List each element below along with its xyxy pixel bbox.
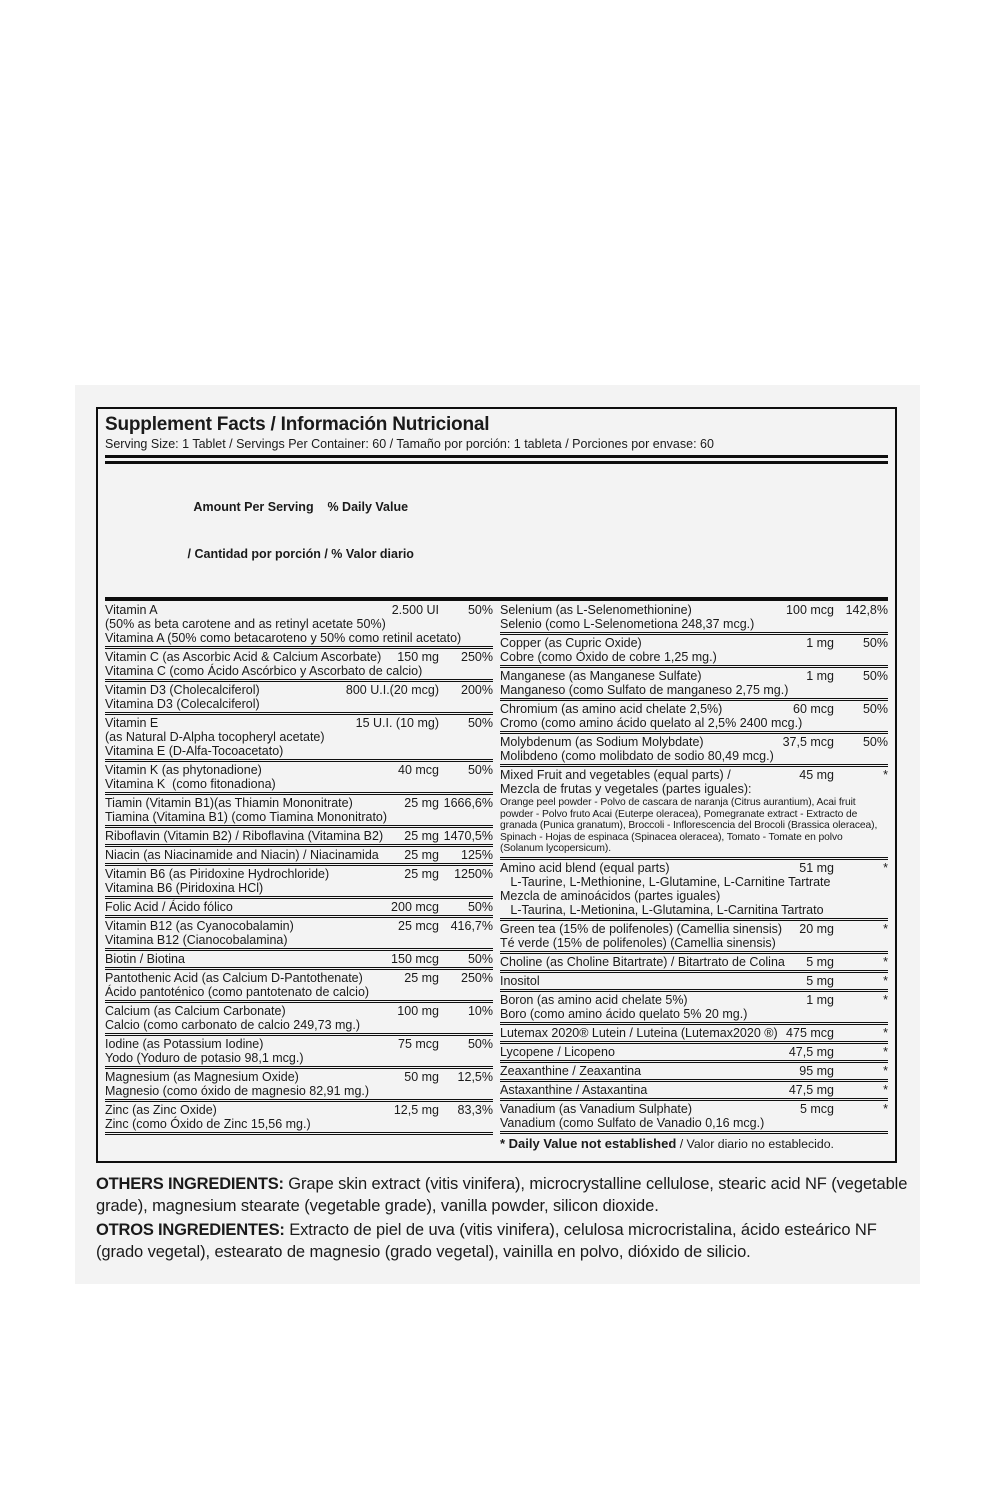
table-row-main-line <box>105 1004 493 1018</box>
nutrient-daily-value: * <box>883 1025 888 1040</box>
nutrient-subline: Ácido pantoténico (como pantotenato de calcio) <box>105 985 370 1000</box>
table-row <box>500 602 888 635</box>
nutrient-name: Selenium (as L-Selenomethionine) <box>500 603 692 618</box>
nutrient-amount: 37,5 mcg <box>782 735 834 750</box>
nutrient-amount: 50 mg <box>404 1070 439 1085</box>
nutrient-daily-value: 10% <box>467 1004 493 1019</box>
daily-value-footnote-rest: / Valor diario no establecido. <box>676 1136 834 1151</box>
nutrient-subline: (50% as beta carotene and as retinyl acetate 50%) <box>105 617 386 632</box>
amount-per-serving-header <box>105 464 497 597</box>
nutrient-amount: 800 U.I.(20 mcg) <box>345 683 439 698</box>
nutrient-name: Molybdenum (as Sodium Molybdate) <box>500 735 704 750</box>
table-row-main-line <box>500 922 888 936</box>
nutrient-daily-value: 50% <box>467 900 493 915</box>
table-row <box>500 767 888 860</box>
table-row <box>105 1102 493 1135</box>
table-row-main-line <box>500 1102 888 1116</box>
table-row <box>105 762 493 795</box>
nutrient-subline: Magnesio (como óxido de magnesio 82,91 mg.) <box>105 1084 370 1099</box>
nutrient-name: Magnesium (as Magnesium Oxide) <box>105 1070 299 1085</box>
nutrient-name: Vitamin B6 (as Piridoxine Hydrochloride) <box>105 867 330 882</box>
nutrient-daily-value: 1666,6% <box>443 796 493 811</box>
table-row-main-line <box>105 796 493 810</box>
nutrient-daily-value: 200% <box>461 683 493 698</box>
nutrient-amount: 1 mg <box>806 669 834 684</box>
nutrient-daily-value: * <box>883 1101 888 1116</box>
nutrient-amount: 51 mg <box>799 860 834 875</box>
nutrient-name: Biotin / Biotina <box>105 952 185 967</box>
nutrient-amount: 1 mg <box>806 636 834 651</box>
nutrient-daily-value: * <box>883 973 888 988</box>
table-row <box>105 918 493 951</box>
nutrient-name: Amino acid blend (equal parts) <box>500 860 670 875</box>
nutrient-daily-value: * <box>883 1044 888 1059</box>
nutrient-name: Vitamin C (as Ascorbic Acid & Calcium Ascorbate) <box>105 650 382 665</box>
table-row <box>500 1101 888 1134</box>
nutrient-subline: Vitamina A (50% como betacaroteno y 50% como retinil acetato) <box>105 631 462 646</box>
nutrient-name: Vitamin A <box>105 603 158 618</box>
nutrient-amount: 75 mcg <box>398 1037 439 1052</box>
nutrient-amount: 12,5 mg <box>393 1103 439 1118</box>
nutrient-name: Astaxanthine / Astaxantina <box>500 1082 648 1097</box>
table-row-main-line <box>500 735 888 749</box>
nutrient-daily-value: 142,8% <box>845 603 888 618</box>
nutrient-columns <box>105 602 888 1153</box>
nutrient-subline: Vitamina B12 (Cianocobalamina) <box>105 933 288 948</box>
table-row-main-line <box>500 1064 888 1078</box>
nutrient-column-left <box>105 602 493 1153</box>
table-row <box>105 715 493 762</box>
table-row <box>105 602 493 649</box>
table-row-main-line <box>105 650 493 664</box>
nutrient-name: Vitamin E <box>105 716 159 731</box>
nutrient-daily-value: 50% <box>467 952 493 967</box>
nutrient-name: Vanadium (as Vanadium Sulphate) <box>500 1101 693 1116</box>
table-row <box>105 970 493 1003</box>
nutrient-daily-value: 125% <box>461 848 493 863</box>
nutrient-daily-value: 50% <box>467 603 493 618</box>
nutrient-amount: 5 mcg <box>799 1101 834 1116</box>
nutrient-name: Copper (as Cupric Oxide) <box>500 636 642 651</box>
nutrient-amount: 100 mcg <box>786 603 834 618</box>
nutrient-name: Boron (as amino acid chelate 5%) <box>500 992 688 1007</box>
nutrient-smallprint: Orange peel powder - Polvo de cascara de naranja (Citrus aurantium), Acai fruit powder - Polvo fruto Acai (Euterpe oleracea), Pomegranate extract - Extracto de granada (Punica granatum), Broccoli - Inflorescencia del Brocoli (Brassica oleracea), Spinach - Hojas de espinaca (Spinacea oleracea), Tomato - Tomate en polvo (Solanum lycopersicum). <box>500 797 878 855</box>
nutrient-subline: Vitamina D3 (Colecalciferol) <box>105 697 260 712</box>
nutrient-daily-value: 50% <box>862 669 888 684</box>
nutrient-name: Lycopene / Licopeno <box>500 1044 615 1059</box>
nutrient-name: Lutemax 2020® Lutein / Luteina (Lutemax2020 ®) <box>500 1025 778 1040</box>
table-row <box>105 951 493 970</box>
amount-header-line2: / Cantidad por porción / % Valor diario <box>187 546 414 561</box>
nutrient-amount: 5 mg <box>806 954 834 969</box>
nutrient-daily-value: 1250% <box>454 867 493 882</box>
nutrient-name: Inositol <box>500 973 540 988</box>
nutrient-name: Tiamin (Vitamin B1)(as Thiamin Mononitrate) <box>105 796 353 811</box>
nutrient-name: Pantothenic Acid (as Calcium D-Pantothenate) <box>105 971 363 986</box>
other-ingredients-en-text: Grape skin extract (vitis vinifera), microcrystalline cellulose, stearic acid NF (vegetable grade), magnesium stearate (vegetable grade), vanilla powder, silicon dioxide. <box>96 1174 908 1215</box>
nutrient-daily-value: 50% <box>862 735 888 750</box>
table-row-main-line <box>500 1026 888 1040</box>
table-row <box>500 1063 888 1082</box>
other-ingredients-section <box>96 1174 908 1264</box>
table-row <box>105 847 493 866</box>
daily-value-footnote-bold: * Daily Value not established <box>500 1135 677 1151</box>
header-double-rule <box>105 455 888 464</box>
table-row <box>500 701 888 734</box>
amount-header-line1: Amount Per Serving % Daily Value <box>193 499 409 514</box>
nutrient-name: Vitamin D3 (Cholecalciferol) <box>105 683 260 698</box>
nutrient-amount: 100 mg <box>397 1004 439 1019</box>
nutrient-subline: L-Taurine, L-Methionine, L-Glutamine, L-Carnitine Tartrate <box>500 874 831 889</box>
table-row <box>500 992 888 1025</box>
nutrient-subline: Cobre (como Óxido de cobre 1,25 mg.) <box>500 650 717 665</box>
nutrient-subline: Selenio (como L-Selenometiona 248,37 mcg.) <box>500 617 755 632</box>
nutrient-amount: 1 mg <box>806 992 834 1007</box>
table-row <box>105 828 493 847</box>
nutrient-daily-value: * <box>883 992 888 1007</box>
nutrient-subline: Vitamina B6 (Piridoxina HCl) <box>105 881 264 896</box>
nutrient-daily-value: 50% <box>467 763 493 778</box>
nutrient-daily-value: 50% <box>862 702 888 717</box>
other-ingredients-es-text: Extracto de piel de uva (vitis vinifera), celulosa microcristalina, ácido esteárico NF (grado vegetal), estearato de magnesio (grado vegetal), vainilla en polvo, dióxido de silicio. <box>96 1220 877 1261</box>
nutrient-amount: 95 mg <box>799 1063 834 1078</box>
table-row-main-line <box>105 716 493 730</box>
nutrient-name: Choline (as Choline Bitartrate) / Bitartrato de Colina <box>500 954 785 969</box>
table-row <box>500 1025 888 1044</box>
table-row <box>500 1082 888 1101</box>
nutrient-name: Mixed Fruit and vegetables (equal parts) / <box>500 768 731 783</box>
nutrient-daily-value: 50% <box>467 716 493 731</box>
nutrient-subline: Vitamina K (como fitonadiona) <box>105 777 276 792</box>
nutrient-name: Zinc (as Zinc Oxide) <box>105 1103 217 1118</box>
table-row-main-line <box>105 1037 493 1051</box>
nutrient-name: Calcium (as Calcium Carbonate) <box>105 1004 286 1019</box>
nutrient-daily-value: * <box>883 860 888 875</box>
nutrient-subline: Calcio (como carbonato de calcio 249,73 mg.) <box>105 1018 360 1033</box>
table-row <box>500 1044 888 1063</box>
nutrient-amount: 475 mcg <box>786 1025 834 1040</box>
nutrient-amount: 25 mg <box>404 971 439 986</box>
nutrient-name: Folic Acid / Ácido fólico <box>105 900 233 915</box>
table-row-main-line <box>500 603 888 617</box>
nutrient-daily-value: 83,3% <box>457 1103 493 1118</box>
nutrient-name: Manganese (as Manganese Sulfate) <box>500 669 702 684</box>
table-row-main-line <box>105 1070 493 1084</box>
nutrient-daily-value: * <box>883 768 888 783</box>
table-row-main-line <box>105 919 493 933</box>
nutrient-subline: Manganeso (como Sulfato de manganeso 2,75 mg.) <box>500 683 789 698</box>
nutrient-amount: 2.500 UI <box>391 603 439 618</box>
nutrient-name: Vitamin K (as phytonadione) <box>105 763 262 778</box>
table-row-main-line <box>500 1045 888 1059</box>
nutrient-subline: Zinc (como Óxido de Zinc 15,56 mg.) <box>105 1117 311 1132</box>
table-row-main-line <box>500 636 888 650</box>
table-row <box>500 921 888 954</box>
table-row-main-line <box>105 971 493 985</box>
table-row <box>500 734 888 767</box>
nutrient-name: Vitamin B12 (as Cyanocobalamin) <box>105 919 294 934</box>
table-row-main-line <box>105 603 493 617</box>
nutrient-subline: Mezcla de aminoácidos (partes iguales) <box>500 888 721 903</box>
table-row-main-line <box>500 955 888 969</box>
header-thick-rule <box>105 597 888 601</box>
table-row-main-line <box>500 669 888 683</box>
table-row <box>105 899 493 918</box>
table-row <box>105 866 493 899</box>
nutrient-daily-value: * <box>883 954 888 969</box>
nutrient-amount: 60 mcg <box>793 702 834 717</box>
nutrient-subline: Vitamina E (D-Alfa-Tocoacetato) <box>105 744 284 759</box>
table-row-main-line <box>105 683 493 697</box>
table-row <box>105 1036 493 1069</box>
label-panel <box>75 385 920 1284</box>
table-row-main-line <box>105 829 493 843</box>
nutrient-subline: Yodo (Yoduro de potasio 98,1 mcg.) <box>105 1051 304 1066</box>
nutrient-amount: 47,5 mg <box>788 1082 834 1097</box>
table-row <box>105 1069 493 1102</box>
table-row-main-line <box>105 1103 493 1117</box>
table-row-main-line <box>500 1083 888 1097</box>
table-row <box>500 860 888 921</box>
daily-value-footnote <box>500 1134 888 1153</box>
nutrient-amount: 25 mg <box>404 867 439 882</box>
table-row <box>500 635 888 668</box>
table-row-main-line <box>105 952 493 966</box>
nutrient-daily-value: * <box>883 1063 888 1078</box>
table-row-main-line <box>105 848 493 862</box>
nutrient-subline: Cromo (como amino ácido quelato al 2,5% 2400 mcg.) <box>500 716 803 731</box>
nutrient-daily-value: * <box>883 1082 888 1097</box>
nutrient-subline: Vitamina C (como Ácido Ascórbico y Ascorbato de calcio) <box>105 664 423 679</box>
supplement-facts-table <box>96 407 897 1163</box>
nutrient-amount: 40 mcg <box>398 763 439 778</box>
other-ingredients-es <box>96 1220 908 1264</box>
serving-size-line: Serving Size: 1 Tablet / Servings Per Container: 60 / Tamaño por porción: 1 tableta / Porciones por envase: 60 <box>105 436 714 451</box>
nutrient-amount: 25 mg <box>404 829 439 844</box>
nutrient-daily-value: 250% <box>461 971 493 986</box>
nutrient-daily-value: 50% <box>862 636 888 651</box>
nutrient-subline: Molibdeno (como molibdato de sodio 80,49 mcg.) <box>500 749 774 764</box>
nutrient-subline: Té verde (15% de polifenoles) (Camellia sinensis) <box>500 935 776 950</box>
table-row-main-line <box>500 861 888 875</box>
table-row-main-line <box>105 763 493 777</box>
table-row <box>105 1003 493 1036</box>
other-ingredients-en <box>96 1174 908 1218</box>
nutrient-daily-value: 416,7% <box>450 919 493 934</box>
nutrient-amount: 20 mg <box>799 921 834 936</box>
nutrient-name: Iodine (as Potassium Iodine) <box>105 1037 264 1052</box>
table-row-main-line <box>500 768 888 782</box>
nutrient-amount: 15 U.I. (10 mg) <box>355 716 439 731</box>
table-row <box>500 668 888 701</box>
other-ingredients-en-label: OTHERS INGREDIENTS: <box>96 1174 284 1193</box>
nutrient-subline: Mezcla de frutas y vegetales (partes iguales): <box>500 782 752 797</box>
nutrient-column-right <box>500 602 888 1153</box>
nutrient-name: Green tea (15% de polifenoles) (Camellia sinensis) <box>500 921 783 936</box>
table-row <box>500 973 888 992</box>
nutrient-subline: L-Taurina, L-Metionina, L-Glutamina, L-Carnitina Tartrato <box>500 902 824 917</box>
table-row <box>105 795 493 828</box>
nutrient-amount: 25 mg <box>404 848 439 863</box>
nutrient-amount: 5 mg <box>806 973 834 988</box>
table-row-main-line <box>105 900 493 914</box>
nutrient-subline: Tiamina (Vitamina B1) (como Tiamina Mononitrato) <box>105 810 388 825</box>
nutrient-amount: 150 mcg <box>391 952 439 967</box>
table-row-main-line <box>500 702 888 716</box>
nutrient-daily-value: 1470,5% <box>443 829 493 844</box>
nutrient-name: Zeaxanthine / Zeaxantina <box>500 1063 642 1078</box>
nutrient-name: Riboflavin (Vitamin B2) / Riboflavina (Vitamina B2) <box>105 829 384 844</box>
nutrient-daily-value: 12,5% <box>457 1070 493 1085</box>
nutrient-amount: 47,5 mg <box>788 1044 834 1059</box>
table-row <box>105 649 493 682</box>
nutrient-daily-value: 250% <box>461 650 493 665</box>
table-row-main-line <box>500 974 888 988</box>
nutrient-amount: 200 mcg <box>391 900 439 915</box>
table-row-main-line <box>500 993 888 1007</box>
table-row <box>500 954 888 973</box>
nutrient-amount: 25 mg <box>404 796 439 811</box>
nutrient-daily-value: 50% <box>467 1037 493 1052</box>
nutrient-amount: 150 mg <box>397 650 439 665</box>
nutrient-name: Niacin (as Niacinamide and Niacin) / Niacinamida <box>105 848 379 863</box>
table-row <box>105 682 493 715</box>
nutrient-subline: (as Natural D-Alpha tocopheryl acetate) <box>105 730 325 745</box>
nutrient-name: Chromium (as amino acid chelate 2,5%) <box>500 702 723 717</box>
nutrient-daily-value: * <box>883 921 888 936</box>
nutrient-subline: Boro (como amino ácido quelato 5% 20 mg.) <box>500 1006 748 1021</box>
nutrient-amount: 25 mcg <box>398 919 439 934</box>
table-row-main-line <box>105 867 493 881</box>
other-ingredients-es-label: OTROS INGREDIENTES: <box>96 1220 285 1239</box>
supplement-facts-title: Supplement Facts / Información Nutricional <box>105 414 490 435</box>
nutrient-amount: 45 mg <box>799 768 834 783</box>
nutrient-subline: Vanadium (como Sulfato de Vanadio 0,16 mcg.) <box>500 1115 765 1130</box>
